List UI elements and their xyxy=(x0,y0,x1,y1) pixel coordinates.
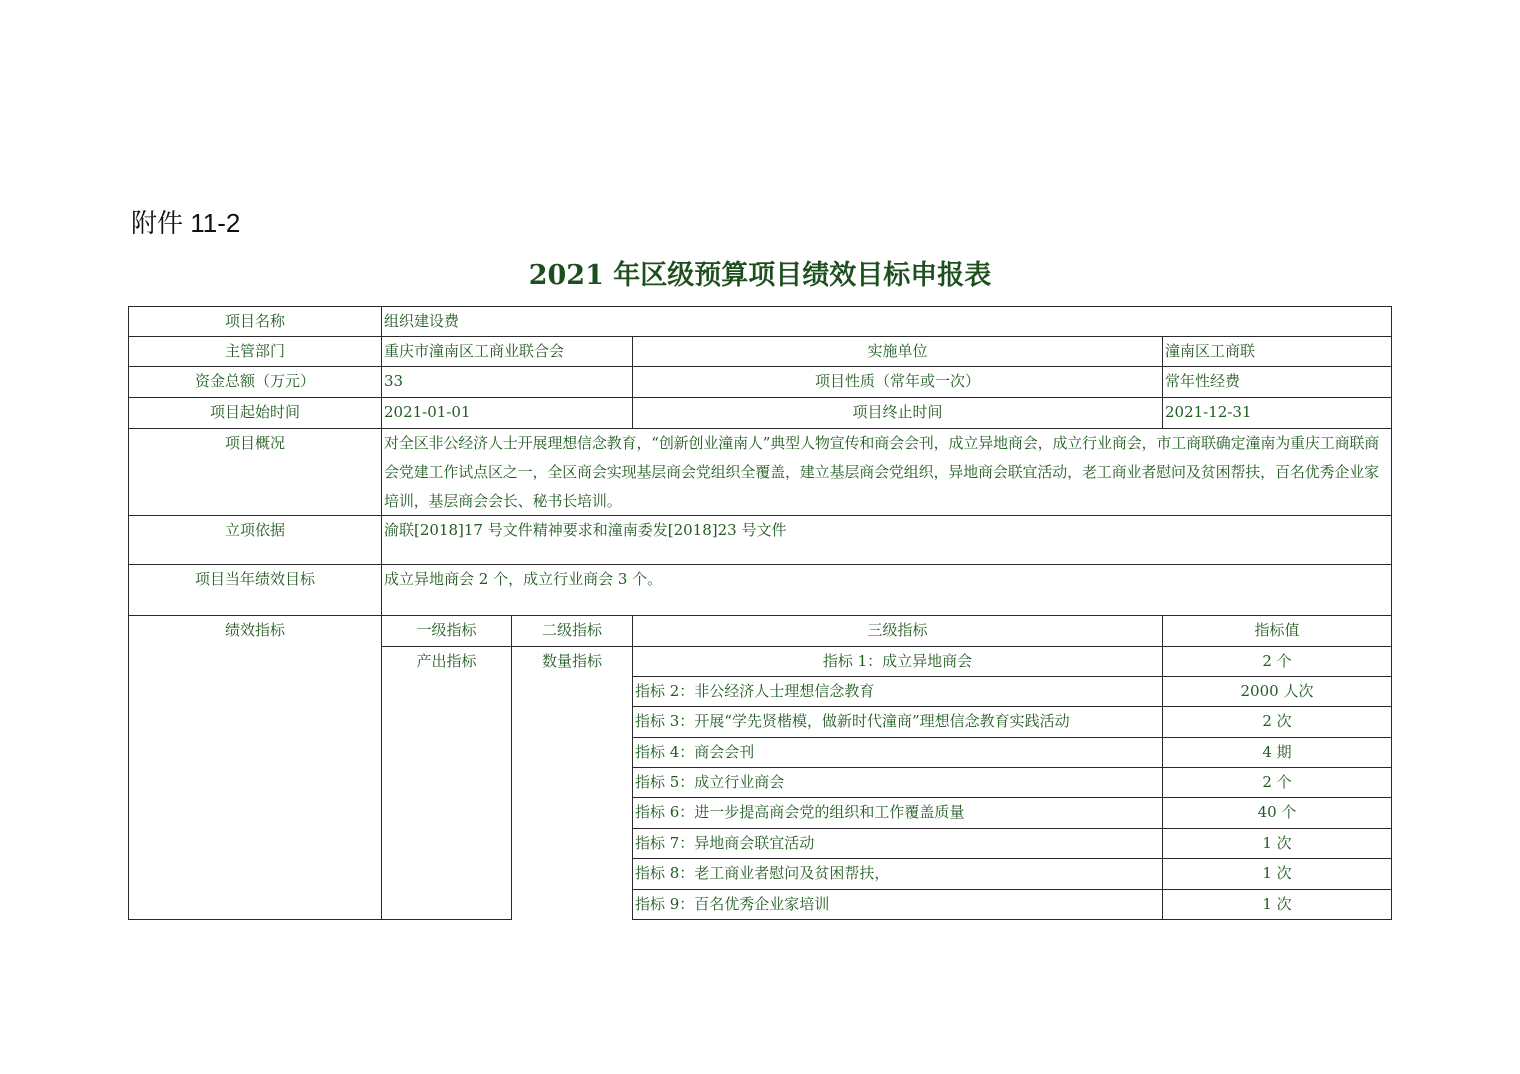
indicator-row-value: 2 个 xyxy=(1162,646,1392,677)
indicator-row-name: 指标 7：异地商会联宜活动 xyxy=(632,828,1163,859)
implementer-value: 潼南区工商联 xyxy=(1162,336,1392,367)
annual-goal-label: 项目当年绩效目标 xyxy=(128,564,382,616)
header-level2: 二级指标 xyxy=(511,615,633,647)
indicator-row-value: 40 个 xyxy=(1162,797,1392,829)
annual-goal-value: 成立异地商会 2 个，成立行业商会 3 个。 xyxy=(381,564,1392,616)
indicator-row-name: 指标 4：商会会刊 xyxy=(632,737,1163,768)
indicator-row-value: 1 次 xyxy=(1162,858,1392,890)
indicator-row-name: 指标 9：百名优秀企业家培训 xyxy=(632,889,1163,920)
indicator-row-name: 指标 5：成立行业商会 xyxy=(632,767,1163,798)
indicators-label: 绩效指标 xyxy=(128,615,382,920)
header-value: 指标值 xyxy=(1162,615,1392,647)
indicator-row-value: 2000 人次 xyxy=(1162,676,1392,707)
indicator-row-name: 指标 3：开展“学先贤楷模，做新时代潼商”理想信念教育实践活动 xyxy=(632,706,1163,738)
nature-value: 常年性经费 xyxy=(1162,366,1392,398)
indicator-row-name: 指标 6：进一步提高商会党的组织和工作覆盖质量 xyxy=(632,797,1163,829)
overview-value: 对全区非公经济人士开展理想信念教育，“创新创业潼南人”典型人物宣传和商会会刊，成立异地商会，成立行业商会，市工商联确定潼南为重庆工商联商会党建工作试点区之一，全区商会实现基层商会党组织全覆盖，建立基层商会党组织，异地商会联宜活动，老工商业者慰问及贫困帮扶，百名优秀企业家培训，基层商会会长、秘书长培训。 xyxy=(381,428,1392,516)
page-title: 2021 年区级预算项目绩效目标申报表 xyxy=(528,260,992,291)
overview-label: 项目概况 xyxy=(128,428,382,516)
project-name-value: 组织建设费 xyxy=(381,306,1392,337)
indicator-row-value: 2 次 xyxy=(1162,706,1392,738)
indicator-row-value: 4 期 xyxy=(1162,737,1392,768)
department-value: 重庆市潼南区工商业联合会 xyxy=(381,336,633,367)
basis-value: 渝联[2018]17 号文件精神要求和潼南委发[2018]23 号文件 xyxy=(381,515,1392,565)
indicator-row-name: 指标 8：老工商业者慰问及贫困帮扶， xyxy=(632,858,1163,890)
department-label: 主管部门 xyxy=(128,336,382,367)
indicator-row-name: 指标 2：非公经济人士理想信念教育 xyxy=(632,676,1163,707)
implementer-label: 实施单位 xyxy=(632,336,1163,367)
end-value: 2021-12-31 xyxy=(1162,397,1392,429)
basis-label: 立项依据 xyxy=(128,515,382,565)
indicator-row-value: 2 个 xyxy=(1162,767,1392,798)
header-level1: 一级指标 xyxy=(381,615,512,647)
attachment-label: 附件 11-2 xyxy=(131,208,241,238)
nature-label: 项目性质（常年或一次） xyxy=(632,366,1163,398)
indicator-row-value: 1 次 xyxy=(1162,828,1392,859)
indicator-row-value: 1 次 xyxy=(1162,889,1392,920)
start-label: 项目起始时间 xyxy=(128,397,382,429)
start-value: 2021-01-01 xyxy=(381,397,633,429)
funding-label: 资金总额（万元） xyxy=(128,366,382,398)
level2-quantity: 数量指标 xyxy=(511,646,633,920)
indicator-row-name: 指标 1：成立异地商会 xyxy=(632,646,1163,677)
funding-value: 33 xyxy=(381,366,633,398)
header-level3: 三级指标 xyxy=(632,615,1163,647)
level1-output: 产出指标 xyxy=(381,646,512,920)
end-label: 项目终止时间 xyxy=(632,397,1163,429)
project-name-label: 项目名称 xyxy=(128,306,382,337)
